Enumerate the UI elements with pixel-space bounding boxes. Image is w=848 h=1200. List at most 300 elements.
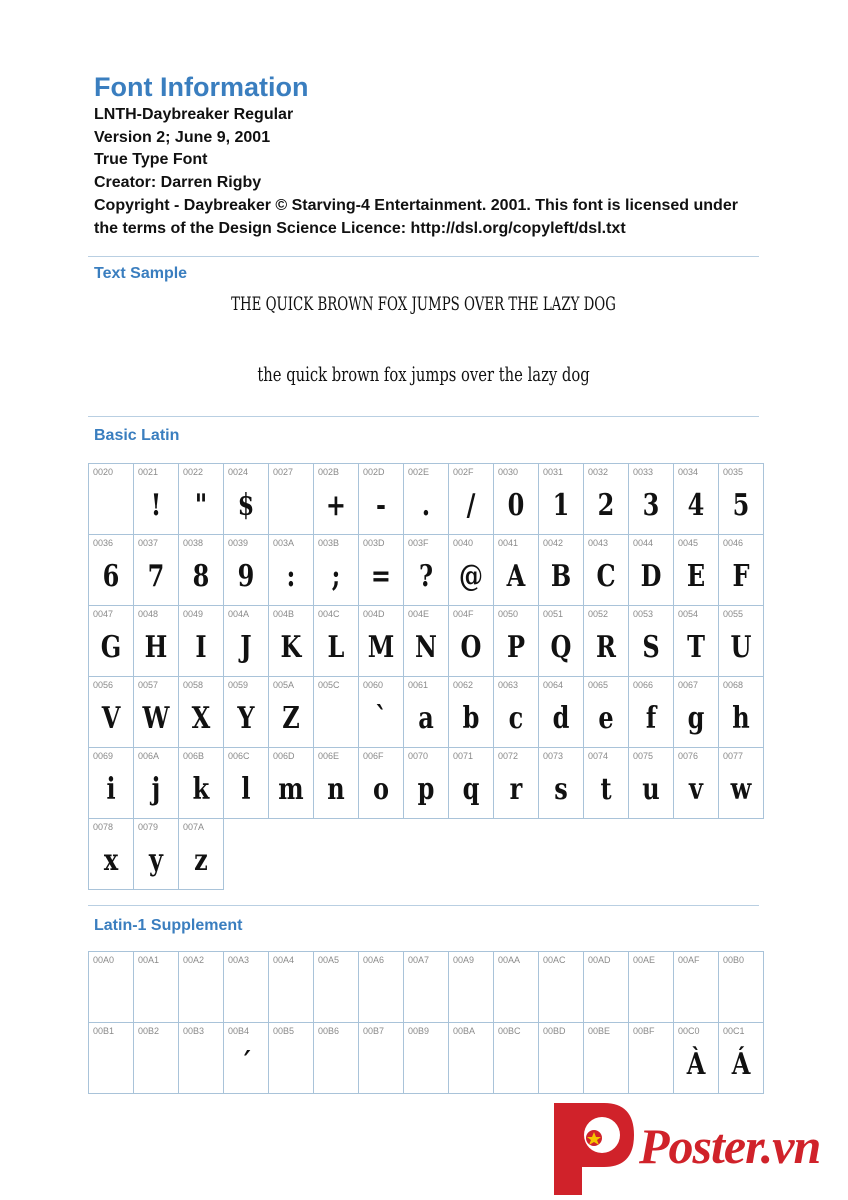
glyph-code: 00BE (588, 1026, 611, 1036)
glyph-char: h (732, 701, 750, 736)
glyph-char: ? (418, 559, 434, 594)
glyph-cell (134, 677, 179, 748)
divider (88, 905, 759, 906)
glyph-code: 0036 (93, 538, 114, 548)
glyph-code: 0044 (633, 538, 654, 548)
glyph-cell (674, 748, 719, 819)
glyph-cell (404, 606, 449, 677)
glyph-char: X (191, 701, 211, 736)
glyph-char: + (325, 488, 347, 523)
glyph-cell (179, 748, 224, 819)
glyph-cell (359, 535, 404, 606)
glyph-code: 0067 (678, 680, 699, 690)
glyph-code: 003D (363, 538, 385, 548)
glyph-cell (494, 606, 539, 677)
glyph-char: J (240, 630, 252, 665)
glyph-char: i (106, 772, 116, 807)
glyph-char: ` (375, 701, 387, 736)
glyph-code: 0070 (408, 751, 429, 761)
glyph-cell (89, 952, 134, 1023)
glyph-char: 8 (192, 559, 210, 594)
glyph-cell (719, 952, 764, 1023)
glyph-cell (269, 606, 314, 677)
glyph-code: 0038 (183, 538, 204, 548)
glyph-code: 006B (183, 751, 205, 761)
empty-cell (404, 819, 449, 890)
glyph-cell (314, 677, 359, 748)
glyph-char: ; (331, 559, 341, 594)
glyph-code: 004E (408, 609, 430, 619)
glyph-char: W (142, 701, 170, 736)
glyph-code: 0054 (678, 609, 699, 619)
glyph-cell (134, 748, 179, 819)
glyph-cell (494, 535, 539, 606)
glyph-cell (719, 748, 764, 819)
glyph-char: Q (550, 630, 572, 665)
glyph-cell (179, 464, 224, 535)
glyph-char: o (372, 772, 389, 807)
glyph-code: 00A0 (93, 955, 115, 965)
glyph-char: z (194, 843, 208, 878)
latin1-supplement-title: Latin-1 Supplement (94, 917, 243, 934)
glyph-code: 003F (408, 538, 429, 548)
glyph-code: 0078 (93, 822, 114, 832)
glyph-code: 0037 (138, 538, 159, 548)
glyph-cell (719, 677, 764, 748)
glyph-code: 00C1 (723, 1026, 745, 1036)
glyph-char: 5 (732, 488, 750, 523)
glyph-char: Z (282, 701, 300, 736)
empty-cell (359, 819, 404, 890)
glyph-cell (629, 748, 674, 819)
glyph-cell (449, 952, 494, 1023)
glyph-code: 0061 (408, 680, 429, 690)
glyph-cell (584, 952, 629, 1023)
glyph-cell (449, 748, 494, 819)
glyph-code: 0055 (723, 609, 744, 619)
glyph-char: = (370, 559, 392, 594)
empty-cell (629, 819, 674, 890)
glyph-code: 004A (228, 609, 250, 619)
latin1-supplement-glyph-table (88, 951, 764, 1094)
glyph-char: u (642, 772, 660, 807)
glyph-cell (584, 1023, 629, 1094)
glyph-row (89, 535, 764, 606)
glyph-code: 0062 (453, 680, 474, 690)
glyph-cell (179, 1023, 224, 1094)
glyph-cell (89, 535, 134, 606)
glyph-code: 0042 (543, 538, 564, 548)
glyph-code: 006E (318, 751, 340, 761)
glyph-cell (494, 464, 539, 535)
glyph-cell (89, 748, 134, 819)
glyph-char: x (103, 843, 119, 878)
glyph-code: 00AA (498, 955, 521, 965)
glyph-cell (584, 748, 629, 819)
glyph-char: j (151, 772, 161, 807)
glyph-cell (224, 1023, 269, 1094)
glyph-code: 00AD (588, 955, 611, 965)
glyph-cell (359, 1023, 404, 1094)
glyph-cell (134, 464, 179, 535)
glyph-code: 00B1 (93, 1026, 115, 1036)
glyph-code: 00B7 (363, 1026, 385, 1036)
glyph-char: m (278, 772, 304, 807)
glyph-cell (674, 952, 719, 1023)
glyph-cell (674, 677, 719, 748)
glyph-code: 0059 (228, 680, 249, 690)
glyph-char: $ (237, 488, 255, 523)
glyph-code: 00AF (678, 955, 700, 965)
glyph-cell (629, 464, 674, 535)
glyph-code: 00A9 (453, 955, 475, 965)
glyph-row (89, 748, 764, 819)
glyph-char: y (149, 843, 163, 878)
glyph-char: " (194, 488, 208, 523)
divider (88, 256, 759, 257)
glyph-char: F (732, 559, 750, 594)
glyph-code: 0024 (228, 467, 249, 477)
glyph-code: 00B9 (408, 1026, 430, 1036)
glyph-char: A (506, 559, 526, 594)
empty-cell (539, 819, 584, 890)
glyph-char: M (367, 630, 395, 665)
glyph-code: 00B5 (273, 1026, 295, 1036)
empty-cell (494, 819, 539, 890)
glyph-row (89, 1023, 764, 1094)
glyph-code: 0074 (588, 751, 609, 761)
glyph-code: 0048 (138, 609, 159, 619)
glyph-char: a (418, 701, 434, 736)
glyph-code: 00A7 (408, 955, 430, 965)
glyph-code: 00AE (633, 955, 656, 965)
glyph-cell (539, 748, 584, 819)
glyph-code: 0020 (93, 467, 114, 477)
glyph-char: s (554, 772, 568, 807)
glyph-char: k (192, 772, 210, 807)
glyph-char: e (598, 701, 614, 736)
basic-latin-glyph-table (88, 463, 764, 890)
glyph-char: À (686, 1047, 706, 1082)
glyph-char: 7 (147, 559, 165, 594)
glyph-code: 0046 (723, 538, 744, 548)
glyph-cell (539, 535, 584, 606)
font-version: Version 2; June 9, 2001 (94, 128, 271, 146)
glyph-cell (314, 464, 359, 535)
glyph-cell (539, 606, 584, 677)
glyph-cell (269, 535, 314, 606)
glyph-code: 003A (273, 538, 295, 548)
glyph-cell (359, 748, 404, 819)
glyph-code: 00A1 (138, 955, 160, 965)
empty-cell (269, 819, 314, 890)
glyph-cell (719, 1023, 764, 1094)
glyph-cell (584, 606, 629, 677)
glyph-char: T (687, 630, 705, 665)
glyph-char: 4 (687, 488, 705, 523)
glyph-cell (629, 535, 674, 606)
glyph-code: 0057 (138, 680, 159, 690)
glyph-code: 00B4 (228, 1026, 250, 1036)
glyph-code: 0060 (363, 680, 384, 690)
glyph-code: 00B2 (138, 1026, 160, 1036)
glyph-char: H (144, 630, 168, 665)
page-title: Font Information (94, 72, 309, 102)
glyph-char: - (376, 488, 386, 523)
glyph-code: 0035 (723, 467, 744, 477)
glyph-code: 00A5 (318, 955, 340, 965)
glyph-cell (404, 1023, 449, 1094)
glyph-char: ´ (240, 1047, 252, 1082)
glyph-cell (449, 606, 494, 677)
glyph-cell (719, 464, 764, 535)
glyph-char: V (101, 701, 121, 736)
glyph-char: U (730, 630, 752, 665)
glyph-cell (314, 1023, 359, 1094)
glyph-cell (224, 677, 269, 748)
glyph-code: 00B0 (723, 955, 745, 965)
glyph-code: 0069 (93, 751, 114, 761)
glyph-code: 00BF (633, 1026, 655, 1036)
glyph-char: b (462, 701, 480, 736)
glyph-code: 0043 (588, 538, 609, 548)
empty-cell (314, 819, 359, 890)
glyph-char: d (552, 701, 570, 736)
text-sample-title: Text Sample (94, 265, 188, 282)
glyph-code: 0071 (453, 751, 474, 761)
glyph-cell (539, 464, 584, 535)
glyph-cell (224, 464, 269, 535)
glyph-code: 0058 (183, 680, 204, 690)
glyph-code: 004B (273, 609, 295, 619)
glyph-code: 0031 (543, 467, 564, 477)
glyph-char: r (509, 772, 523, 807)
glyph-cell (89, 464, 134, 535)
glyph-cell (449, 464, 494, 535)
glyph-code: 00A6 (363, 955, 385, 965)
glyph-cell (269, 748, 314, 819)
glyph-cell (359, 952, 404, 1023)
glyph-code: 0049 (183, 609, 204, 619)
glyph-char: 2 (597, 488, 615, 523)
glyph-cell (584, 464, 629, 535)
glyph-cell (224, 535, 269, 606)
glyph-code: 00B6 (318, 1026, 340, 1036)
glyph-code: 004F (453, 609, 474, 619)
glyph-char: B (550, 559, 572, 594)
glyph-cell (404, 535, 449, 606)
glyph-char: E (686, 559, 706, 594)
glyph-cell (314, 535, 359, 606)
glyph-code: 00B3 (183, 1026, 205, 1036)
glyph-row (89, 819, 764, 890)
glyph-cell (629, 606, 674, 677)
empty-cell (674, 819, 719, 890)
glyph-code: 00BD (543, 1026, 566, 1036)
glyph-char: O (460, 630, 482, 665)
glyph-char: t (600, 772, 612, 807)
glyph-char: @ (459, 559, 483, 594)
glyph-cell (359, 464, 404, 535)
glyph-char: ! (150, 488, 162, 523)
glyph-cell (359, 677, 404, 748)
glyph-cell (404, 464, 449, 535)
glyph-char: R (596, 630, 616, 665)
glyph-code: 00A3 (228, 955, 250, 965)
glyph-cell (224, 606, 269, 677)
glyph-code: 0073 (543, 751, 564, 761)
glyph-cell (134, 952, 179, 1023)
glyph-code: 0047 (93, 609, 114, 619)
glyph-cell (494, 952, 539, 1023)
glyph-cell (224, 748, 269, 819)
empty-cell (224, 819, 269, 890)
glyph-cell (89, 1023, 134, 1094)
glyph-char: v (689, 772, 703, 807)
glyph-code: 002B (318, 467, 340, 477)
glyph-cell (269, 464, 314, 535)
glyph-code: 0050 (498, 609, 519, 619)
glyph-cell (134, 606, 179, 677)
font-info-block (94, 104, 794, 240)
glyph-cell (314, 606, 359, 677)
glyph-code: 00BC (498, 1026, 521, 1036)
glyph-code: 0064 (543, 680, 564, 690)
text-sample-lowercase: the quick brown fox jumps over the lazy dog (257, 362, 590, 386)
glyph-cell (539, 1023, 584, 1094)
glyph-cell (629, 677, 674, 748)
glyph-cell (449, 535, 494, 606)
glyph-cell (134, 535, 179, 606)
font-name: LNTH-Daybreaker Regular (94, 106, 294, 123)
glyph-char: q (462, 772, 480, 807)
glyph-code: 006A (138, 751, 160, 761)
glyph-cell (404, 748, 449, 819)
glyph-code: 00BA (453, 1026, 476, 1036)
glyph-char: S (642, 630, 660, 665)
glyph-row (89, 952, 764, 1023)
glyph-char: Á (731, 1047, 751, 1082)
glyph-cell (584, 535, 629, 606)
glyph-cell (674, 535, 719, 606)
glyph-code: 006C (228, 751, 250, 761)
glyph-code: 0033 (633, 467, 654, 477)
glyph-cell (494, 748, 539, 819)
glyph-char: : (286, 559, 296, 594)
font-type: True Type Font (94, 151, 208, 169)
glyph-cell (584, 677, 629, 748)
glyph-char: / (466, 488, 476, 523)
glyph-cell (629, 952, 674, 1023)
glyph-row (89, 677, 764, 748)
glyph-char: g (687, 701, 705, 736)
glyph-char: 3 (642, 488, 660, 523)
glyph-cell (494, 1023, 539, 1094)
glyph-code: 0066 (633, 680, 654, 690)
glyph-cell (179, 677, 224, 748)
font-copyright-line-1: Copyright - Daybreaker © Starving-4 Entertainment. 2001. This font is licensed under (94, 196, 738, 214)
glyph-char: 6 (102, 559, 120, 594)
glyph-code: 005A (273, 680, 295, 690)
glyph-code: 00A4 (273, 955, 295, 965)
glyph-code: 00C0 (678, 1026, 700, 1036)
glyph-cell (539, 952, 584, 1023)
glyph-code: 0039 (228, 538, 249, 548)
glyph-cell (494, 677, 539, 748)
glyph-cell (89, 677, 134, 748)
glyph-char: Y (237, 701, 255, 736)
glyph-cell (269, 677, 314, 748)
glyph-cell (89, 606, 134, 677)
poster-vn-logo-text: Poster.vn (639, 1118, 821, 1174)
glyph-cell (269, 1023, 314, 1094)
glyph-code: 0051 (543, 609, 564, 619)
glyph-code: 0021 (138, 467, 159, 477)
glyph-code: 0041 (498, 538, 519, 548)
empty-cell (584, 819, 629, 890)
glyph-code: 0045 (678, 538, 699, 548)
basic-latin-title: Basic Latin (94, 427, 180, 444)
glyph-code: 0079 (138, 822, 159, 832)
glyph-char: w (730, 772, 752, 807)
poster-vn-logo (544, 1095, 844, 1195)
glyph-code: 0077 (723, 751, 744, 761)
glyph-code: 0053 (633, 609, 654, 619)
glyph-cell (179, 952, 224, 1023)
glyph-code: 0063 (498, 680, 519, 690)
glyph-char: N (415, 630, 437, 665)
glyph-cell (134, 819, 179, 890)
glyph-code: 0065 (588, 680, 609, 690)
glyph-cell (674, 606, 719, 677)
glyph-row (89, 606, 764, 677)
glyph-cell (719, 535, 764, 606)
glyph-code: 0030 (498, 467, 519, 477)
glyph-code: 0034 (678, 467, 699, 477)
glyph-code: 0076 (678, 751, 699, 761)
glyph-cell (719, 606, 764, 677)
glyph-char: n (327, 772, 345, 807)
glyph-char: D (640, 559, 662, 594)
glyph-char: K (280, 630, 302, 665)
glyph-cell (224, 952, 269, 1023)
glyph-char: 0 (507, 488, 525, 523)
glyph-char: 9 (237, 559, 255, 594)
glyph-code: 0027 (273, 467, 294, 477)
font-copyright-line-2: the terms of the Design Science Licence: http://dsl.org/copyleft/dsl.txt (94, 219, 626, 237)
glyph-code: 002F (453, 467, 474, 477)
glyph-cell (179, 606, 224, 677)
empty-cell (449, 819, 494, 890)
glyph-char: P (506, 630, 526, 665)
glyph-code: 0022 (183, 467, 204, 477)
glyph-code: 006F (363, 751, 384, 761)
glyph-cell (539, 677, 584, 748)
glyph-code: 004C (318, 609, 340, 619)
glyph-cell (449, 677, 494, 748)
glyph-cell (674, 1023, 719, 1094)
glyph-cell (179, 819, 224, 890)
glyph-code: 00A2 (183, 955, 205, 965)
glyph-code: 004D (363, 609, 385, 619)
glyph-cell (314, 952, 359, 1023)
glyph-code: 005C (318, 680, 340, 690)
glyph-cell (404, 677, 449, 748)
glyph-cell (314, 748, 359, 819)
glyph-cell (269, 952, 314, 1023)
glyph-code: 0068 (723, 680, 744, 690)
glyph-code: 0052 (588, 609, 609, 619)
